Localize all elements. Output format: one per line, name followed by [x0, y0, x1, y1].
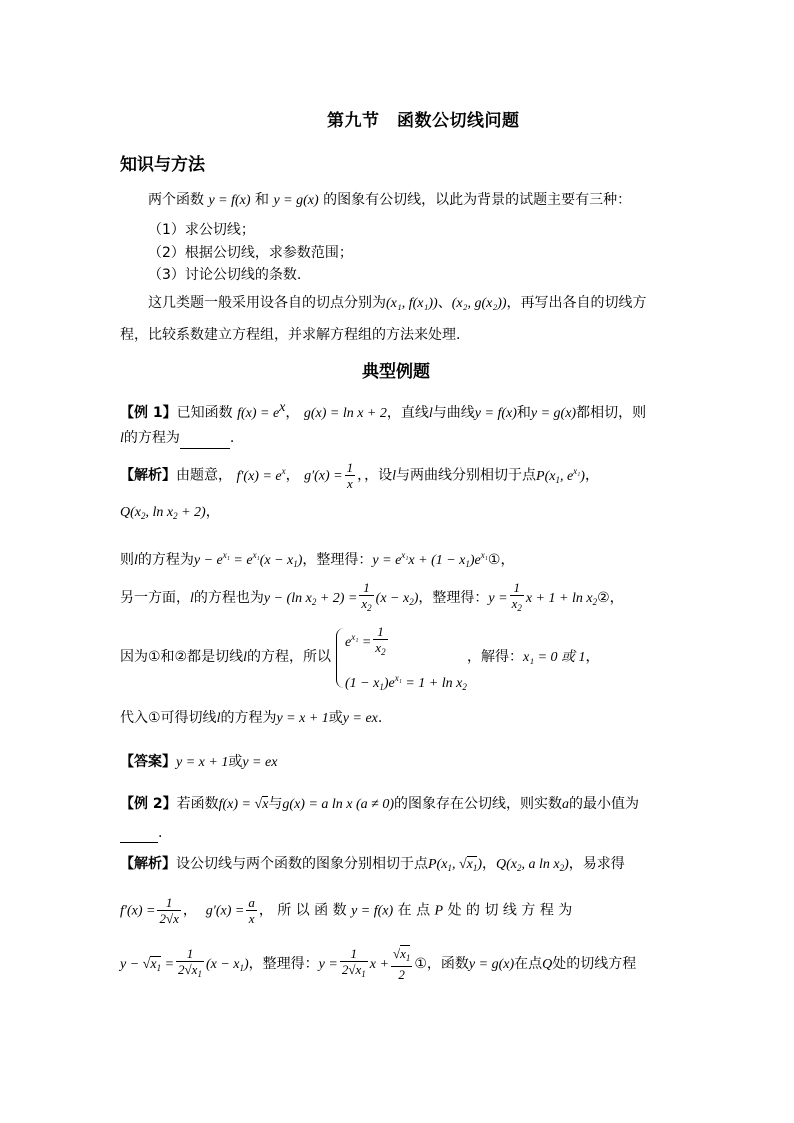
- solution-1-line5-result: ，解得：x₁ = 0 或 1，: [467, 649, 600, 665]
- example-1-statement: 【例 1】已知函数 $f(x) = e^x$， g(x) = ln x + 2，直线l与曲线y = f(x)和y = g(x)都相切，则: [120, 400, 647, 421]
- solution-1-line1: 【解析】由题意， $f'(x) = e^x$， g′(x) = $\frac{1}{x}$ ，，设l与两曲线分别相切于点$P(x_1$, $e^{x_1}$)，: [120, 460, 599, 491]
- math-g: y = g(x): [273, 193, 319, 208]
- solution-1-line5: 因为①和②都是切线l的方程，所以: [120, 649, 331, 665]
- section-heading-examples: 典型例题: [362, 362, 430, 382]
- section-heading-knowledge: 知识与方法: [120, 155, 205, 175]
- knowledge-method-line1: 这几类题一般采用设各自的切点分别为(x₁, f(x₁))、(x₂, g(x₂))，再写出各自的切线方: [148, 295, 647, 311]
- knowledge-intro: 两个函数 y = f(x) 和 y = g(x) 的图象有公切线，以此为背景的试题主要有三种：: [148, 192, 632, 208]
- solution-1-line2: $Q(x_2$, $\ln x_2 + 2$)，: [120, 504, 220, 521]
- example-1-statement-line2: l的方程为 .: [120, 428, 234, 449]
- answer-blank: [180, 434, 230, 449]
- solution-1-line6: 代入①可得切线l的方程为y = x + 1或y = ex.: [120, 710, 383, 726]
- solution-2-line2: f′(x) = $\frac{1}{2√x}$ ， g′(x) = $\frac{a}{x}$ ， 所 以 函 数 y = f(x) 在 点 P 处 的 切 线 方 程 为: [120, 895, 573, 926]
- solution-1-line3: 则l的方程为$y - e^{x_1} = e^{x_1}(x - x_1)$，整理得：$y = e^{x_1}x + (1$ − $x_1)e^{x_1}①$，: [120, 550, 515, 569]
- answer-1: 【答案】y = x + 1或y = ex: [120, 754, 278, 770]
- knowledge-item-1: （1）求公切线；: [148, 222, 255, 238]
- example-2-statement: 【例 2】若函数f(x) = √x与g(x) = a ln x (a ≠ 0)的图象存在公切线，则实数a的最小值为: [120, 796, 640, 812]
- equation-system: $e^{x_1}$ = $\frac{1}{x_2}$ $(1 - x_1)e^{x_1} = 1 + \ln x_2$: [345, 624, 467, 692]
- knowledge-item-2: （2）根据公切线，求参数范围；: [148, 245, 353, 261]
- answer-blank-2: [120, 828, 158, 843]
- solution-1-line4: 另一方面，l的方程也为y − (ln $x_2 + 2$) = $\frac{1}{x_2}$ $(x - x_2)$，整理得：y = $\frac{1}{x_2}$ $x + 1 + \ln x_2②$，: [120, 580, 624, 613]
- solution-2-line1: 【解析】设公切线与两个函数的图象分别相切于点$P(x_1$, $√x_1$)，$Q(x_2$, a $\ln x_2$)，易求得: [120, 856, 625, 873]
- page-title: 第九节 函数公切线问题: [327, 111, 520, 131]
- example-2-statement-line2: .: [120, 823, 162, 843]
- knowledge-method-line2: 程，比较系数建立方程组，并求解方程组的方法来处理.: [120, 327, 461, 343]
- solution-2-line3: $y - √x_1$ = $\frac{1}{2√x_1}$ $(x - x_1)$，整理得：y = $\frac{1}{2√x_1}$ x + $\frac{√x_1}{2}$ ①，函数y = g(x)在点Q处的切线方程: [120, 946, 637, 982]
- math-f: y = f(x): [208, 193, 251, 208]
- knowledge-item-3: （3）讨论公切线的条数.: [148, 267, 302, 283]
